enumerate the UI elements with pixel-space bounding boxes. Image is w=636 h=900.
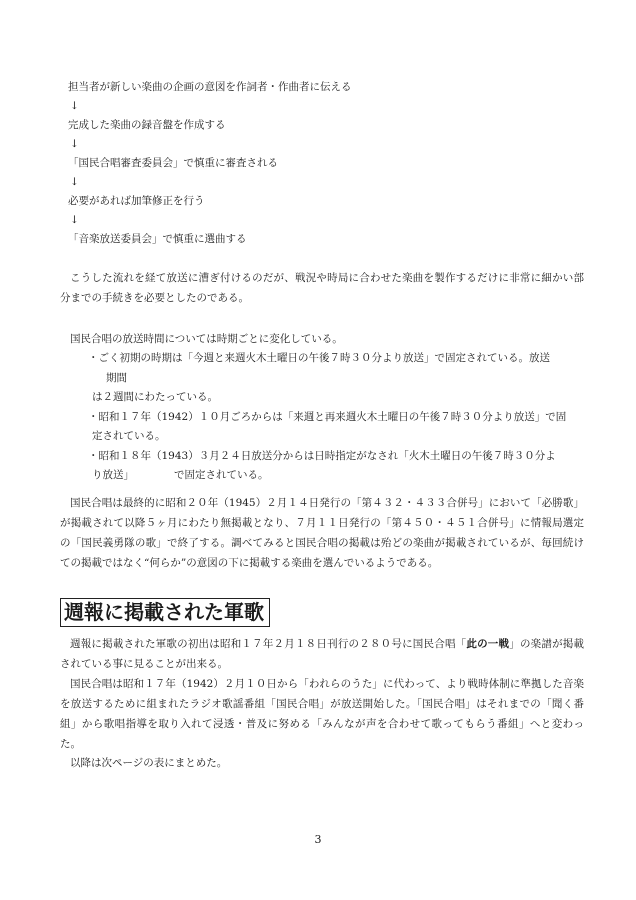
paragraph-next-page: 以降は次ページの表にまとめた。 bbox=[70, 757, 228, 769]
first-appearance-text-after: 」の楽譜が掲載されている事に見ることが出来る。 bbox=[60, 638, 585, 670]
page-number: 3 bbox=[314, 833, 322, 846]
bullet-item-2-line-1: ・昭和１７年（1942）１０月ごろからは「来週と再来週火木土曜日の午後７時３０分より放送」で固 bbox=[88, 410, 567, 423]
flow-arrow-1: ↓ bbox=[70, 100, 79, 112]
paragraph-procedure: こうした流れを経て放送に漕ぎ付けるのだが、戦況や時局に合わせた楽曲を製作するだけに非常に細かい部分までの手続きを必要としたのである。 bbox=[60, 272, 584, 304]
bullet-item-1-line-3: は２週間にわたっている。 bbox=[92, 391, 218, 403]
paragraph-first-appearance bbox=[60, 634, 584, 674]
flow-step-2: 完成した楽曲の録音盤を作成する bbox=[68, 119, 226, 131]
flow-step-4: 必要があれば加筆修正を行う bbox=[68, 195, 205, 207]
bullet-item-2-line-2: 定されている。 bbox=[92, 430, 166, 442]
bullet-item-3-line-2a: り放送」 bbox=[92, 469, 134, 481]
paragraph-kokumin-gassho: 国民合唱は昭和１７年（1942）２月１０日から「われらのうた」に代わって、より戦時体制に準拠した音楽を放送するために組まれたラジオ歌謡番組「国民合唱」が放送開始した。「国民合唱」はそれまでの「聞く番組」から歌唱指導を取り入れて浸透・普及に努める「みんなが声を合わせて歌ってもらう番組」へと変わった。 bbox=[60, 678, 584, 750]
first-appearance-text-before: 週報に掲載された軍歌の初出は昭和１７年２月１８日刊行の２８０号に国民合唱「 bbox=[70, 638, 467, 650]
flow-arrow-3: ↓ bbox=[70, 176, 79, 188]
flow-step-1: 担当者が新しい楽曲の企画の意図を作詞者・作曲者に伝える bbox=[68, 81, 352, 93]
section-heading: 週報に掲載された軍歌 bbox=[60, 598, 270, 627]
paragraph-final-publication: 国民合唱は最終的に昭和２０年（1945）２月１４日発行の「第４３２・４３３合併号」において「必勝歌」が掲載されて以降５ヶ月にわたり無掲載となり、７月１１日発行の「第４５０・４５１合併号」に情報局選定の「国民義勇隊の歌」で終了する。調べてみると国民合唱の掲載は殆どの楽曲が掲載されているが、毎回続けての掲載ではなく“何らか”の意図の下に掲載する楽曲を選んでいるようである。 bbox=[60, 497, 584, 569]
bullet-item-1-line-2: 期間 bbox=[106, 371, 127, 384]
broadcast-time-list bbox=[88, 349, 584, 486]
paragraph-broadcast-times: 国民合唱の放送時間については時期ごとに変化している。 bbox=[70, 333, 343, 345]
bullet-item-1-line-1: ・ごく初期の時期は「今週と来週火木土曜日の午後７時３０分より放送」で固定されている。放送 bbox=[88, 352, 550, 364]
flow-step-5: 「音楽放送委員会」で慎重に選曲する bbox=[68, 233, 247, 245]
flow-step-3: 「国民合唱審査委員会」で慎重に審査される bbox=[68, 157, 278, 169]
flow-arrow-2: ↓ bbox=[70, 138, 79, 150]
bullet-item-3-line-2b: で固定されている。 bbox=[174, 469, 269, 481]
flow-arrow-4: ↓ bbox=[70, 214, 79, 226]
bullet-item-3-line-1: ・昭和１８年（1943）３月２４日放送分からは日時指定がなされ「火木土曜日の午後７時３０分よ bbox=[88, 449, 556, 462]
song-title-bold: 此の一戦 bbox=[466, 638, 510, 650]
process-flow bbox=[68, 78, 588, 249]
